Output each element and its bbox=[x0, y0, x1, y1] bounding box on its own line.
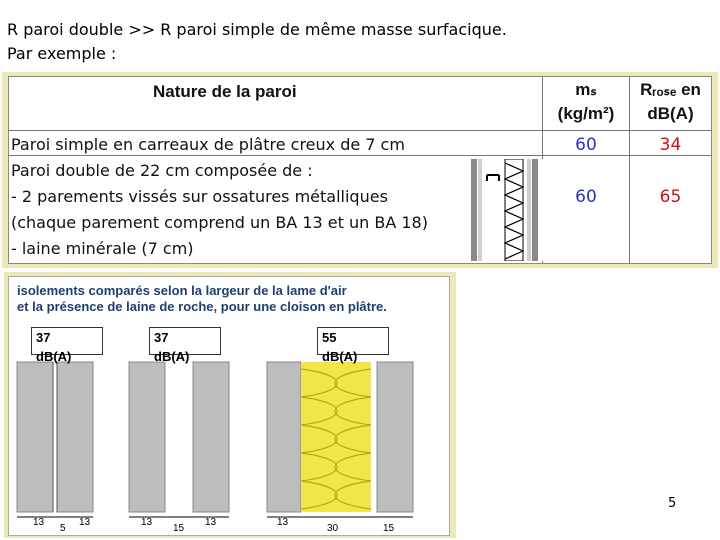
case-2-value-badge bbox=[149, 327, 221, 364]
case-3-dim-left: 13 bbox=[277, 517, 289, 528]
comparison-table bbox=[8, 76, 712, 264]
row-1-description: Paroi simple en carreaux de plâtre creux de 7 cm bbox=[11, 135, 405, 154]
header-ms-symbol: mₛ bbox=[575, 80, 597, 99]
row-2-r: 65 bbox=[659, 187, 682, 207]
row-2-line-3: (chaque parement comprend un BA 13 et un BA 18) bbox=[11, 213, 428, 232]
row-2-line-1: Paroi double de 22 cm composée de : bbox=[11, 161, 313, 180]
row-2-line-4: - laine minérale (7 cm) bbox=[11, 239, 194, 258]
header-rrose-unit: dB(A) bbox=[647, 104, 694, 123]
case-1-unit: dB(A) bbox=[36, 349, 72, 364]
comparison-table-image bbox=[2, 72, 718, 268]
row-2-ms: 60 bbox=[575, 187, 597, 207]
isolation-comparison-image bbox=[4, 272, 456, 538]
case-3-section bbox=[267, 362, 413, 517]
case-2-section bbox=[129, 362, 229, 517]
case-1-dim-left: 13 bbox=[33, 517, 45, 528]
case-3-unit: dB(A) bbox=[322, 349, 358, 364]
header-rrose-symbol: Rᵣₒₛₑ en bbox=[640, 80, 701, 99]
case-3-dim-right: 15 bbox=[383, 523, 395, 534]
intro-line-1: R paroi double >> R paroi simple de même masse surfacique. bbox=[7, 20, 507, 39]
case-1-dim-right: 13 bbox=[79, 517, 91, 528]
case-2-dim-gap: 15 bbox=[173, 523, 185, 534]
comparison-title-line-2: et la présence de laine de roche, pour une cloison en plâtre. bbox=[17, 299, 387, 314]
case-3-value-badge bbox=[317, 327, 389, 364]
case-2-value: 37 bbox=[154, 330, 169, 345]
row-1-ms: 60 bbox=[575, 135, 597, 155]
comparison-title-line-1: isolements comparés selon la largeur de la lame d'air bbox=[17, 283, 347, 298]
case-1-dim-gap: 5 bbox=[60, 523, 66, 534]
case-2-dim-right: 13 bbox=[205, 517, 217, 528]
case-2-unit: dB(A) bbox=[154, 349, 190, 364]
case-3-value: 55 bbox=[322, 330, 337, 345]
row-2-line-2: - 2 parements vissés sur ossatures métalliques bbox=[11, 187, 388, 206]
page-number: 5 bbox=[668, 496, 677, 511]
case-1-value: 37 bbox=[36, 330, 51, 345]
header-ms-unit: (kg/m²) bbox=[557, 104, 615, 123]
double-wall-section-illustration bbox=[465, 159, 547, 261]
case-2-dim-left: 13 bbox=[141, 517, 153, 528]
row-1-r: 34 bbox=[659, 135, 682, 155]
case-1-value-badge bbox=[31, 327, 103, 364]
case-1-section bbox=[17, 362, 93, 517]
intro-line-2: Par exemple : bbox=[7, 44, 117, 63]
header-nature: Nature de la paroi bbox=[153, 82, 297, 101]
isolation-comparison-figure bbox=[8, 276, 450, 536]
case-3-dim-gap: 30 bbox=[327, 523, 339, 534]
